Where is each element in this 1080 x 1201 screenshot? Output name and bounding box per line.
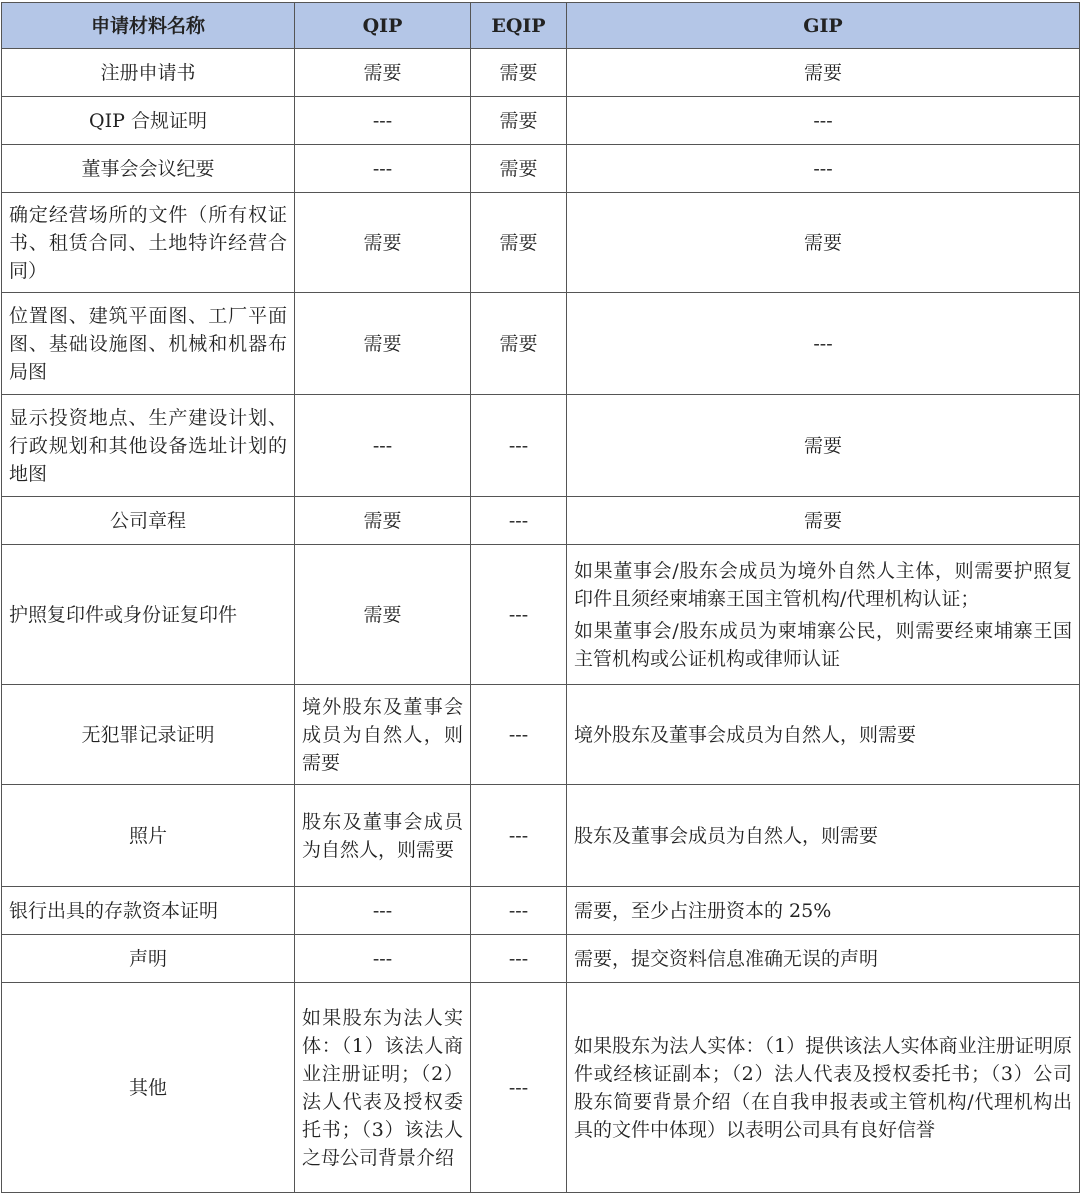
application-materials-table <box>1 2 1080 1193</box>
cell-gip: 需要，提交资料信息准确无误的声明 <box>567 935 1080 983</box>
cell-material-name: 无犯罪记录证明 <box>2 685 295 785</box>
cell-gip: --- <box>567 145 1080 193</box>
header-eqip: EQIP <box>471 3 567 49</box>
cell-material-name: 银行出具的存款资本证明 <box>2 887 295 935</box>
table-row <box>2 97 1080 145</box>
cell-material-name: 声明 <box>2 935 295 983</box>
cell-qip: --- <box>295 935 471 983</box>
cell-qip: 如果股东为法人实体：（1）该法人商业注册证明；（2）法人代表及授权委托书；（3）该法人之母公司背景介绍 <box>295 983 471 1193</box>
table-row <box>2 887 1080 935</box>
table-row <box>2 983 1080 1193</box>
cell-gip: 需要 <box>567 49 1080 97</box>
cell-eqip: --- <box>471 887 567 935</box>
cell-gip: --- <box>567 293 1080 395</box>
cell-eqip: --- <box>471 545 567 685</box>
cell-eqip: 需要 <box>471 193 567 293</box>
cell-eqip: 需要 <box>471 293 567 395</box>
cell-eqip: --- <box>471 395 567 497</box>
table-row <box>2 395 1080 497</box>
cell-material-name: 董事会会议纪要 <box>2 145 295 193</box>
cell-material-name: QIP 合规证明 <box>2 97 295 145</box>
cell-gip: 需要，至少占注册资本的 25% <box>567 887 1080 935</box>
cell-qip: --- <box>295 887 471 935</box>
cell-gip: 需要 <box>567 395 1080 497</box>
cell-material-name: 公司章程 <box>2 497 295 545</box>
cell-eqip: --- <box>471 785 567 887</box>
table-row <box>2 293 1080 395</box>
cell-qip: 境外股东及董事会成员为自然人，则需要 <box>295 685 471 785</box>
cell-material-name: 其他 <box>2 983 295 1193</box>
cell-qip: 需要 <box>295 293 471 395</box>
header-qip: QIP <box>295 3 471 49</box>
cell-eqip: 需要 <box>471 97 567 145</box>
table-row <box>2 49 1080 97</box>
table-row <box>2 545 1080 685</box>
table-row <box>2 685 1080 785</box>
cell-qip: 需要 <box>295 193 471 293</box>
cell-gip: --- <box>567 97 1080 145</box>
cell-material-name: 注册申请书 <box>2 49 295 97</box>
cell-eqip: --- <box>471 935 567 983</box>
table-body <box>2 49 1080 1193</box>
cell-gip: 需要 <box>567 497 1080 545</box>
table-row <box>2 497 1080 545</box>
cell-eqip: --- <box>471 685 567 785</box>
cell-gip: 境外股东及董事会成员为自然人，则需要 <box>567 685 1080 785</box>
cell-qip: --- <box>295 145 471 193</box>
cell-material-name: 位置图、建筑平面图、工厂平面图、基础设施图、机械和机器布局图 <box>2 293 295 395</box>
table-row <box>2 785 1080 887</box>
cell-gip: 股东及董事会成员为自然人，则需要 <box>567 785 1080 887</box>
table-row <box>2 145 1080 193</box>
cell-qip: 需要 <box>295 49 471 97</box>
cell-material-name: 显示投资地点、生产建设计划、行政规划和其他设备选址计划的地图 <box>2 395 295 497</box>
cell-qip: 需要 <box>295 545 471 685</box>
cell-eqip: --- <box>471 497 567 545</box>
table-row <box>2 193 1080 293</box>
cell-qip: 需要 <box>295 497 471 545</box>
cell-eqip: 需要 <box>471 49 567 97</box>
cell-gip <box>567 545 1080 685</box>
cell-material-name: 护照复印件或身份证复印件 <box>2 545 295 685</box>
cell-eqip: 需要 <box>471 145 567 193</box>
cell-material-name: 确定经营场所的文件（所有权证书、租赁合同、土地特许经营合同） <box>2 193 295 293</box>
cell-gip: 如果股东为法人实体：（1）提供该法人实体商业注册证明原件或经核证副本；（2）法人代表及授权委托书；（3）公司股东简要背景介绍（在自我申报表或主管机构/代理机构出具的文件中体现）以表明公司具有良好信誉 <box>567 983 1080 1193</box>
header-gip: GIP <box>567 3 1080 49</box>
cell-qip: 股东及董事会成员为自然人，则需要 <box>295 785 471 887</box>
cell-qip: --- <box>295 395 471 497</box>
cell-eqip: --- <box>471 983 567 1193</box>
cell-material-name: 照片 <box>2 785 295 887</box>
cell-qip: --- <box>295 97 471 145</box>
table-header-row <box>2 3 1080 49</box>
table-row <box>2 935 1080 983</box>
gip-paragraph: 如果董事会/股东成员为柬埔寨公民，则需要经柬埔寨王国主管机构或公证机构或律师认证 <box>574 619 1072 670</box>
header-material-name: 申请材料名称 <box>2 3 295 49</box>
cell-gip: 需要 <box>567 193 1080 293</box>
gip-paragraph: 如果董事会/股东会成员为境外自然人主体，则需要护照复印件且须经柬埔寨王国主管机构/代理机构认证； <box>574 559 1072 610</box>
